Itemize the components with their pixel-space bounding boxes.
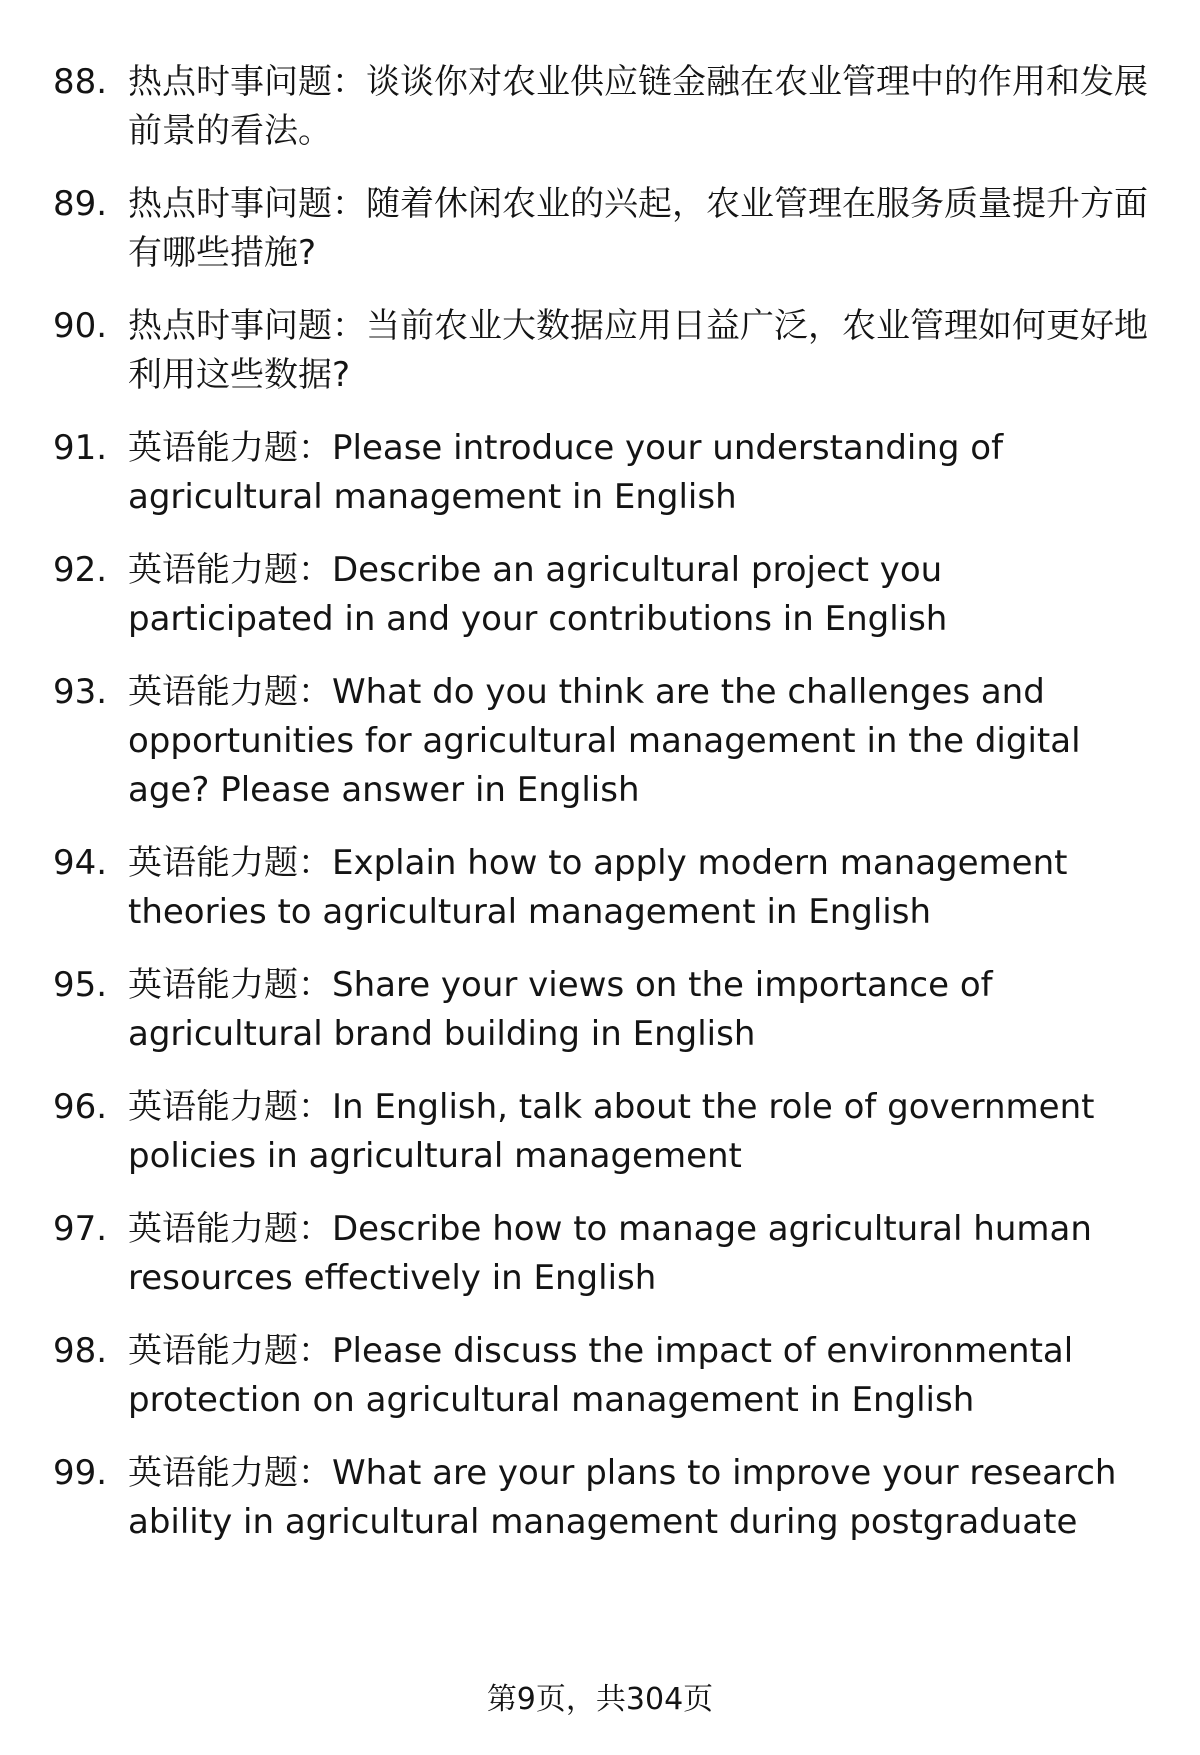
question-number: 89. — [53, 184, 108, 224]
question-number: 88. — [53, 62, 108, 102]
page-number-footer: 第9页，共304页 — [486, 1682, 714, 1717]
question-list — [0, 58, 1200, 1571]
question-text: 英语能力题：What are your plans to improve your research ability in agricultural management during postgraduate — [128, 1453, 1117, 1542]
question-text: 英语能力题：Describe how to manage agricultural human resources effectively in English — [128, 1209, 1092, 1298]
question-item-90 — [0, 302, 1200, 400]
question-item-93 — [0, 668, 1200, 815]
question-text: 英语能力题：Explain how to apply modern management theories to agricultural management in English — [128, 843, 1068, 932]
question-number: 95. — [53, 965, 108, 1005]
question-text: 英语能力题：Share your views on the importance of agricultural brand building in English — [128, 965, 993, 1054]
question-text: 英语能力题：Please introduce your understanding of agricultural management in English — [128, 428, 1004, 517]
question-item-89 — [0, 180, 1200, 278]
question-text: 热点时事问题：谈谈你对农业供应链金融在农业管理中的作用和发展前景的看法。 — [128, 62, 1148, 151]
question-number: 97. — [53, 1209, 108, 1249]
question-number: 99. — [53, 1453, 108, 1493]
question-text: 英语能力题：Please discuss the impact of environmental protection on agricultural management in English — [128, 1331, 1074, 1420]
question-item-94 — [0, 839, 1200, 937]
question-text: 英语能力题：Describe an agricultural project you participated in and your contributions in English — [128, 550, 948, 639]
question-item-88 — [0, 58, 1200, 156]
question-number: 90. — [53, 306, 108, 346]
question-number: 92. — [53, 550, 108, 590]
question-text: 热点时事问题：当前农业大数据应用日益广泛，农业管理如何更好地利用这些数据? — [128, 306, 1148, 395]
question-text: 英语能力题：What do you think are the challenges and opportunities for agricultural management in the digital age? Please answer in English — [128, 672, 1081, 810]
question-item-95 — [0, 961, 1200, 1059]
question-number: 98. — [53, 1331, 108, 1371]
question-item-98 — [0, 1327, 1200, 1425]
question-number: 96. — [53, 1087, 108, 1127]
question-item-99 — [0, 1449, 1200, 1547]
question-number: 91. — [53, 428, 108, 468]
question-number: 94. — [53, 843, 108, 883]
question-item-97 — [0, 1205, 1200, 1303]
question-item-91 — [0, 424, 1200, 522]
question-item-96 — [0, 1083, 1200, 1181]
question-item-92 — [0, 546, 1200, 644]
question-number: 93. — [53, 672, 108, 712]
question-text: 英语能力题：In English, talk about the role of government policies in agricultural management — [128, 1087, 1095, 1176]
question-text: 热点时事问题：随着休闲农业的兴起，农业管理在服务质量提升方面有哪些措施? — [128, 184, 1148, 273]
